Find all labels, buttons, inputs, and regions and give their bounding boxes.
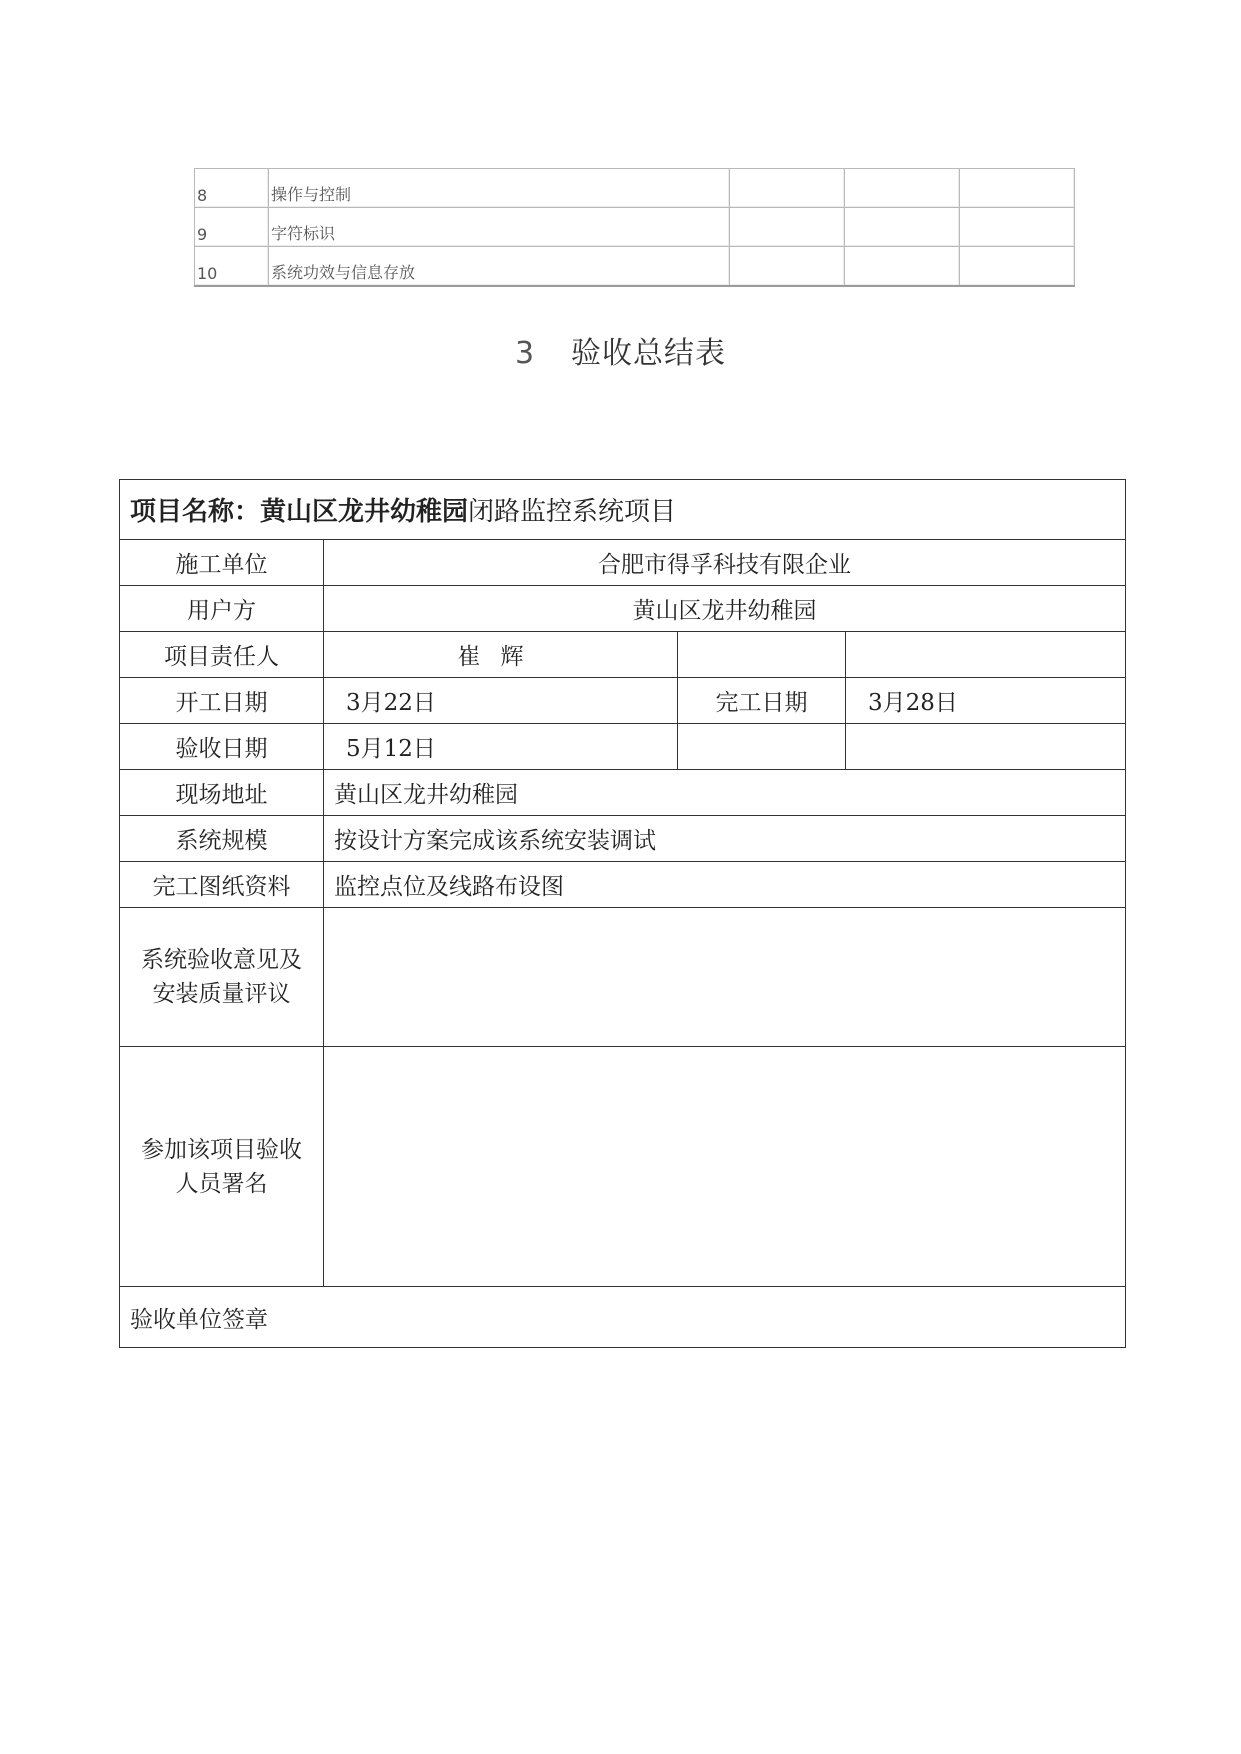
signers-field[interactable] — [324, 1047, 1126, 1287]
finish-date-value[interactable]: 3月28日 — [846, 678, 1126, 724]
empty-cell[interactable] — [960, 169, 1075, 208]
section-number: 3 — [514, 336, 536, 371]
opinion-label — [120, 908, 324, 1047]
section-heading — [0, 328, 1241, 372]
start-date-value[interactable]: 3月22日 — [324, 678, 678, 724]
empty-cell[interactable] — [960, 247, 1075, 287]
check-item: 系统功效与信息存放 — [269, 247, 730, 287]
project-name-bold: 黄山区龙井幼稚园 — [260, 497, 469, 527]
empty-cell[interactable] — [730, 208, 845, 247]
project-name-rest: 闭路监控系统项目 — [468, 497, 677, 527]
table-row — [120, 862, 1126, 908]
table-row — [120, 816, 1126, 862]
section-title: 验收总结表 — [571, 336, 727, 371]
row-number: 9 — [195, 208, 269, 247]
table-row — [120, 678, 1126, 724]
scale-value[interactable]: 按设计方案完成该系统安装调试 — [324, 816, 1126, 862]
site-label: 现场地址 — [120, 770, 324, 816]
empty-cell[interactable] — [730, 169, 845, 208]
inspection-checklist-table — [194, 168, 1075, 287]
drawings-label: 完工图纸资料 — [120, 862, 324, 908]
start-date-label: 开工日期 — [120, 678, 324, 724]
manager-name: 崔辉 — [457, 644, 544, 670]
empty-cell[interactable] — [846, 724, 1126, 770]
project-title-row — [120, 480, 1126, 540]
empty-cell[interactable] — [846, 632, 1126, 678]
empty-cell[interactable] — [960, 208, 1075, 247]
table-row — [120, 770, 1126, 816]
project-label: 项目名称： — [130, 497, 261, 527]
acceptance-summary-form — [119, 479, 1126, 1348]
empty-cell[interactable] — [678, 632, 846, 678]
empty-cell[interactable] — [845, 208, 960, 247]
site-value[interactable]: 黄山区龙井幼稚园 — [324, 770, 1126, 816]
opinion-label-line1: 系统验收意见及 — [141, 947, 302, 973]
manager-label: 项目责任人 — [120, 632, 324, 678]
table-row — [195, 208, 1075, 247]
opinion-field[interactable] — [324, 908, 1126, 1047]
user-label: 用户方 — [120, 586, 324, 632]
empty-cell[interactable] — [678, 724, 846, 770]
table-row — [120, 724, 1126, 770]
seal-label[interactable]: 验收单位签章 — [120, 1287, 1126, 1348]
signers-label-line1: 参加该项目验收 — [141, 1136, 302, 1163]
empty-cell[interactable] — [845, 169, 960, 208]
empty-cell[interactable] — [845, 247, 960, 287]
table-row — [120, 632, 1126, 678]
signers-label — [120, 1047, 324, 1287]
table-row — [195, 247, 1075, 287]
acceptance-date-label: 验收日期 — [120, 724, 324, 770]
finish-date-label: 完工日期 — [678, 678, 846, 724]
scale-label: 系统规模 — [120, 816, 324, 862]
drawings-value[interactable]: 监控点位及线路布设图 — [324, 862, 1126, 908]
construction-unit-value[interactable]: 合肥市得孚科技有限企业 — [324, 540, 1126, 586]
table-row — [120, 586, 1126, 632]
check-item: 字符标识 — [269, 208, 730, 247]
check-item: 操作与控制 — [269, 169, 730, 208]
acceptance-date-value[interactable]: 5月12日 — [324, 724, 678, 770]
empty-cell[interactable] — [730, 247, 845, 287]
signers-label-line2: 人员署名 — [175, 1170, 268, 1197]
table-row — [120, 540, 1126, 586]
user-value[interactable]: 黄山区龙井幼稚园 — [324, 586, 1126, 632]
project-title — [120, 480, 1126, 540]
opinion-label-line2: 安装质量评议 — [152, 981, 291, 1007]
construction-unit-label: 施工单位 — [120, 540, 324, 586]
row-number: 8 — [195, 169, 269, 208]
manager-value[interactable] — [324, 632, 678, 678]
table-row — [120, 1047, 1126, 1287]
row-number: 10 — [195, 247, 269, 287]
table-row — [195, 169, 1075, 208]
table-row — [120, 908, 1126, 1047]
table-row — [120, 1287, 1126, 1348]
